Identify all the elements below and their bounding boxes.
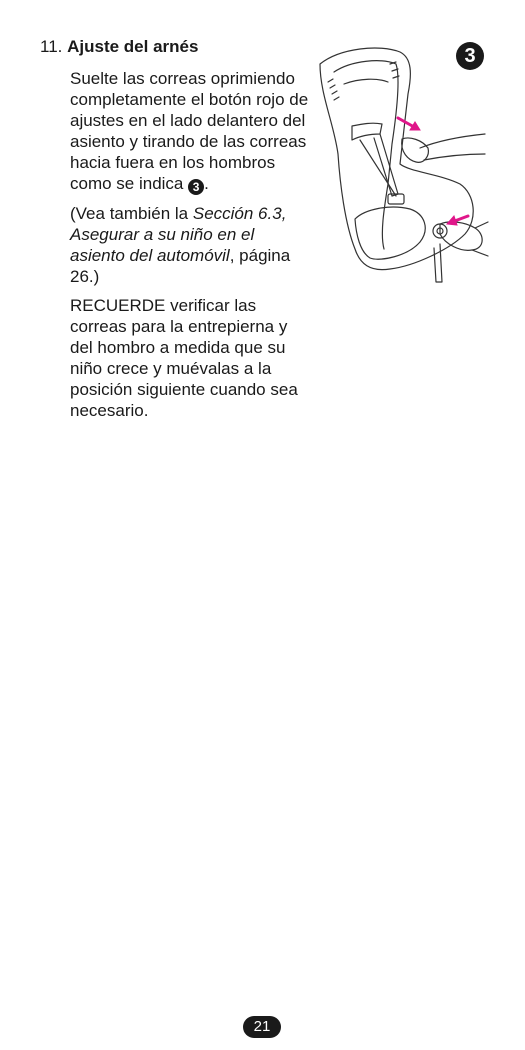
figure-step-marker: 3	[456, 42, 484, 70]
paragraph-release-straps	[70, 68, 310, 195]
paragraph-release-end: .	[204, 174, 209, 193]
see-also-open: (Vea también la	[70, 204, 193, 223]
paragraph-release-text: Suelte las correas oprimiendo completamente el botón rojo de ajustes en el lado delantero del asiento y tirando de las correas hacia fuera en los hombros como se indica	[70, 69, 309, 193]
paragraph-remember: RECUERDE verificar las correas para la entrepierna y del hombro a medida que su niño crece y muévalas a la posición siguiente cuando sea necesario.	[70, 296, 298, 420]
section-title: Ajuste del arnés	[67, 37, 199, 56]
instructions	[70, 68, 310, 429]
see-also-close: , página 26.)	[70, 246, 291, 286]
paragraph-see-also	[70, 203, 310, 287]
page-number: 21	[243, 1016, 281, 1038]
see-also-reference: Sección 6.3, Asegurar a su niño en el asiento del automóvil	[70, 204, 287, 265]
step-reference-icon: 3	[188, 179, 204, 195]
car-seat-illustration	[300, 44, 490, 284]
section-heading	[40, 36, 198, 58]
section-number: 11.	[40, 37, 63, 56]
